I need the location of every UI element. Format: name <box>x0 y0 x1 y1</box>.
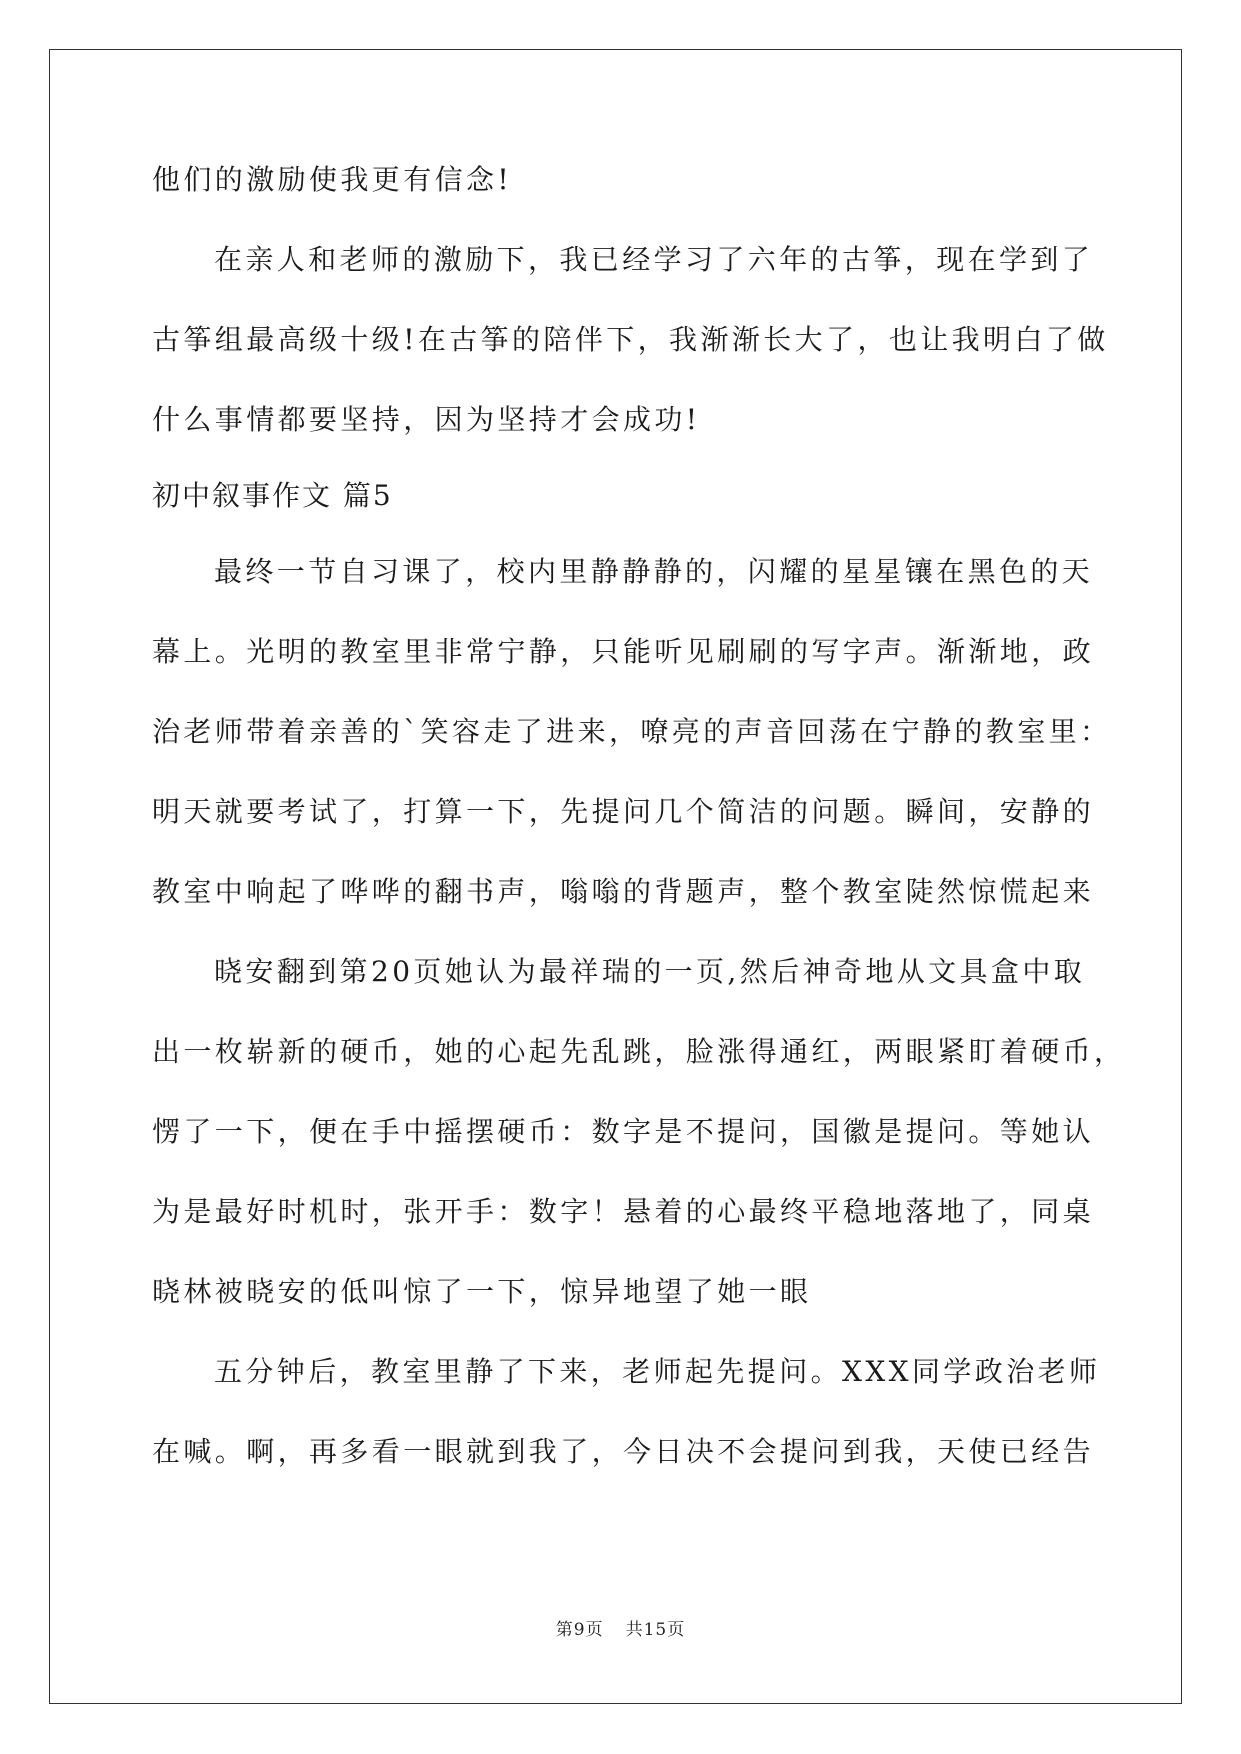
text-line: 出一枚崭新的硬币，她的心起先乱跳，脸涨得通红，两眼紧盯着硬币， <box>152 1035 1126 1068</box>
text-line: 愣了一下，便在手中摇摆硬币：数字是不提问，国徽是提问。等她认 <box>152 1115 1095 1148</box>
page-total: 共15页 <box>625 1620 686 1640</box>
page-footer <box>0 1618 1241 1642</box>
text-line: 晓林被晓安的低叫惊了一下，惊异地望了她一眼 <box>152 1275 812 1308</box>
text-line: 治老师带着亲善的`笑容走了进来，嘹亮的声音回荡在宁静的教室里： <box>152 715 1112 748</box>
text-line: 什么事情都要坚持，因为坚持才会成功! <box>152 403 701 436</box>
text-line: 在喊。啊，再多看一眼就到我了，今日决不会提问到我，天使已经告 <box>152 1435 1095 1468</box>
text-line: 为是最好时机时，张开手：数字！悬着的心最终平稳地落地了，同桌 <box>152 1195 1095 1228</box>
paragraph-first-line: 五分钟后，教室里静了下来，老师起先提问。XXX同学政治老师 <box>214 1355 1101 1388</box>
paragraph-first-line: 最终一节自习课了，校内里静静静的，闪耀的星星镶在黑色的天 <box>214 555 1094 588</box>
text-line: 教室中响起了哗哗的翻书声，嗡嗡的背题声，整个教室陡然惊慌起来 <box>152 875 1095 908</box>
text-line: 幕上。光明的教室里非常宁静，只能听见刷刷的写字声。渐渐地，政 <box>152 635 1095 668</box>
page-number: 第9页 <box>555 1620 604 1640</box>
text-line: 他们的激励使我更有信念! <box>152 163 513 196</box>
paragraph-first-line: 晓安翻到第20页她认为最祥瑞的一页,然后神奇地从文具盒中取 <box>214 955 1086 988</box>
paragraph-first-line: 在亲人和老师的激励下，我已经学习了六年的古筝，现在学到了 <box>214 243 1094 276</box>
section-heading: 初中叙事作文 篇5 <box>152 479 393 512</box>
text-line: 古筝组最高级十级!在古筝的陪伴下，我渐渐长大了，也让我明白了做 <box>152 323 1109 356</box>
text-line: 明天就要考试了，打算一下，先提问几个简洁的问题。瞬间，安静的 <box>152 795 1095 828</box>
